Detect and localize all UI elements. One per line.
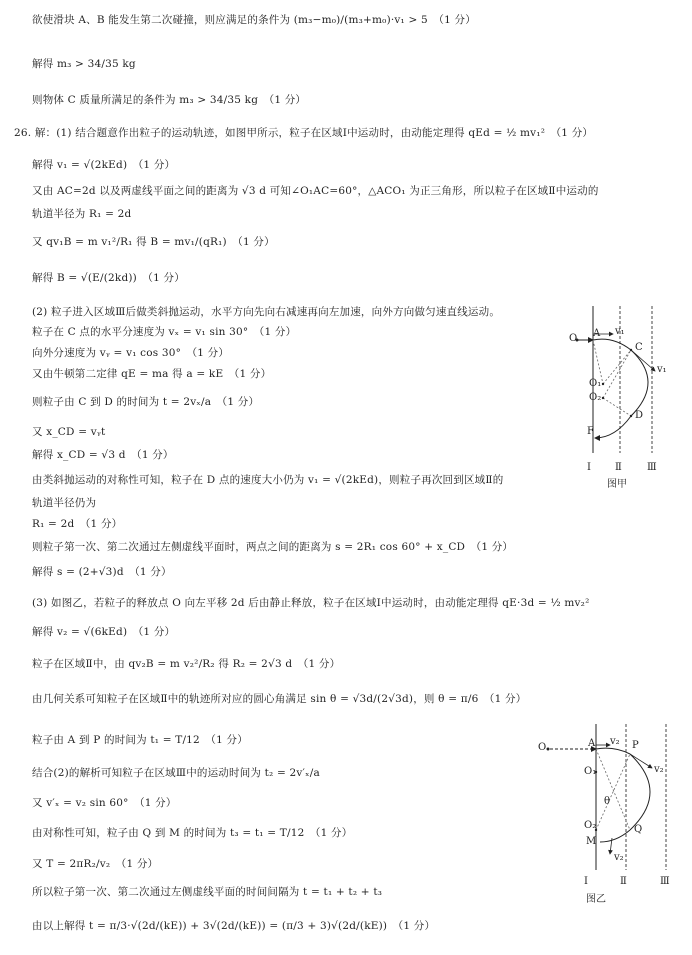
- label-O: O: [569, 333, 578, 344]
- text-line: 解得 s = (2+√3)d （1 分）: [32, 566, 172, 578]
- label-v1-top: v₁: [615, 326, 625, 337]
- text-line: 则物体 C 质量所满足的条件为 m₃ > 34/35 kg （1 分）: [32, 94, 307, 106]
- text-line: 解得 B = √(E/(2kd)) （1 分）: [32, 272, 185, 284]
- label-P: P: [632, 740, 639, 751]
- text-line: 解得 m₃ > 34/35 kg: [32, 58, 136, 70]
- text-line: (2) 粒子进入区域Ⅲ后做类斜抛运动，水平方向先向右减速再向左加速，向外方向做匀速直线运动。: [32, 306, 501, 318]
- text-line: R₁ = 2d （1 分）: [32, 518, 123, 530]
- label-v2-top: v₂: [610, 736, 620, 747]
- text-line: 又 qv₁B = m v₁²/R₁ 得 B = mv₁/(qR₁) （1 分）: [32, 236, 275, 248]
- text-line: 又由牛顿第二定律 qE = ma 得 a = kE （1 分）: [32, 368, 272, 380]
- text-line: 又 v′ₓ = v₂ sin 60° （1 分）: [32, 797, 177, 809]
- figure-a: [565, 298, 685, 488]
- label-theta: θ: [604, 796, 611, 807]
- region-label-III: Ⅲ: [647, 462, 657, 473]
- label-C: C: [635, 342, 643, 353]
- text-line: 又由 AC=2d 以及两虚线平面之间的距离为 √3 d 可知∠O₁AC=60°，△ACO₁ 为正三角形，所以粒子在区域Ⅱ中运动的: [32, 185, 599, 197]
- text-line: 则粒子由 C 到 D 的时间为 t = 2vₓ/a （1 分）: [32, 396, 260, 408]
- text-line: 粒子在区域Ⅱ中，由 qv₂B = m v₂²/R₂ 得 R₂ = 2√3 d （1 分）: [32, 658, 341, 670]
- label-D: D: [635, 410, 644, 421]
- label-v2-bottom: v₂: [614, 852, 624, 863]
- text-line: 结合(2)的解析可知粒子在区域Ⅲ中的运动时间为 t₂ = 2v′ₓ/a: [32, 767, 320, 779]
- text-line: 解得 v₂ = √(6kEd) （1 分）: [32, 626, 176, 638]
- label-O2: O₂: [584, 820, 597, 831]
- text-line: 欲使滑块 A、B 能发生第二次碰撞，则应满足的条件为 (m₃−m₀)/(m₃+m₀)·v₁ > 5 （1 分）: [32, 14, 476, 26]
- text-line: 由几何关系可知粒子在区域Ⅱ中的轨迹所对应的圆心角满足 sin θ = √3d/(2√3d)，则 θ = π/6 （1 分）: [32, 693, 527, 705]
- question-26-line: 26. 解：(1) 结合题意作出粒子的运动轨迹，如图甲所示，粒子在区域Ⅰ中运动时，由动能定理得 qEd = ½ mv₁² （1 分）: [14, 127, 594, 139]
- label-M: M: [586, 836, 597, 847]
- figure-a-caption: 图甲: [607, 479, 627, 490]
- text-line: 由以上解得 t = π/3·√(2d/(kE)) + 3√(2d/(kE)) = (π/3 + 3)√(2d/(kE)) （1 分）: [32, 920, 436, 932]
- text-line: 又 x_CD = vᵧt: [32, 426, 106, 438]
- text-line: 粒子由 A 到 P 的时间为 t₁ = T/12 （1 分）: [32, 734, 248, 746]
- text-line: 轨道半径仍为: [32, 497, 97, 509]
- region-label-II: Ⅱ: [620, 876, 627, 887]
- label-F: F: [587, 426, 594, 437]
- text-line: 所以粒子第一次、第二次通过左侧虚线平面的时间间隔为 t = t₁ + t₂ + t₃: [32, 886, 383, 898]
- text-line: 解得 v₁ = √(2kEd) （1 分）: [32, 159, 176, 171]
- text-line: 由对称性可知，粒子由 Q 到 M 的时间为 t₃ = t₁ = T/12 （1 分）: [32, 827, 353, 839]
- text-line: 解得 x_CD = √3 d （1 分）: [32, 449, 174, 461]
- region-label-I: Ⅰ: [584, 876, 588, 887]
- region-label-I: Ⅰ: [587, 462, 591, 473]
- label-O2: O₂: [589, 392, 602, 403]
- label-v1-right: v₁: [657, 364, 667, 375]
- label-O1: O₁: [589, 378, 602, 389]
- text-line: 则粒子第一次、第二次通过左侧虚线平面时，两点之间的距离为 s = 2R₁ cos 60° + x_CD （1 分）: [32, 541, 514, 553]
- text-line: 向外分速度为 vᵧ = v₁ cos 30° （1 分）: [32, 347, 230, 359]
- label-A: A: [593, 328, 601, 339]
- label-O1: O₁: [584, 766, 597, 777]
- text-line: 又 T = 2πR₂/v₂ （1 分）: [32, 858, 159, 870]
- figure-b: [530, 720, 680, 905]
- text-line: 轨道半径为 R₁ = 2d: [32, 208, 132, 220]
- figure-b-caption: 图乙: [586, 894, 606, 905]
- label-Q: Q: [634, 824, 643, 835]
- text-line: 由类斜抛运动的对称性可知，粒子在 D 点的速度大小仍为 v₁ = √(2kEd)，则粒子再次回到区域Ⅱ的: [32, 474, 504, 486]
- region-label-III: Ⅲ: [660, 876, 670, 887]
- region-label-II: Ⅱ: [615, 462, 622, 473]
- label-v2-right: v₂: [654, 764, 664, 775]
- label-A: A: [588, 738, 596, 749]
- text-line: 粒子在 C 点的水平分速度为 vₓ = v₁ sin 30° （1 分）: [32, 326, 297, 338]
- text-line: (3) 如图乙，若粒子的释放点 O 向左平移 2d 后由静止释放，粒子在区域Ⅰ中运动时，由动能定理得 qE·3d = ½ mv₂²: [32, 597, 590, 609]
- label-O: O: [538, 742, 547, 753]
